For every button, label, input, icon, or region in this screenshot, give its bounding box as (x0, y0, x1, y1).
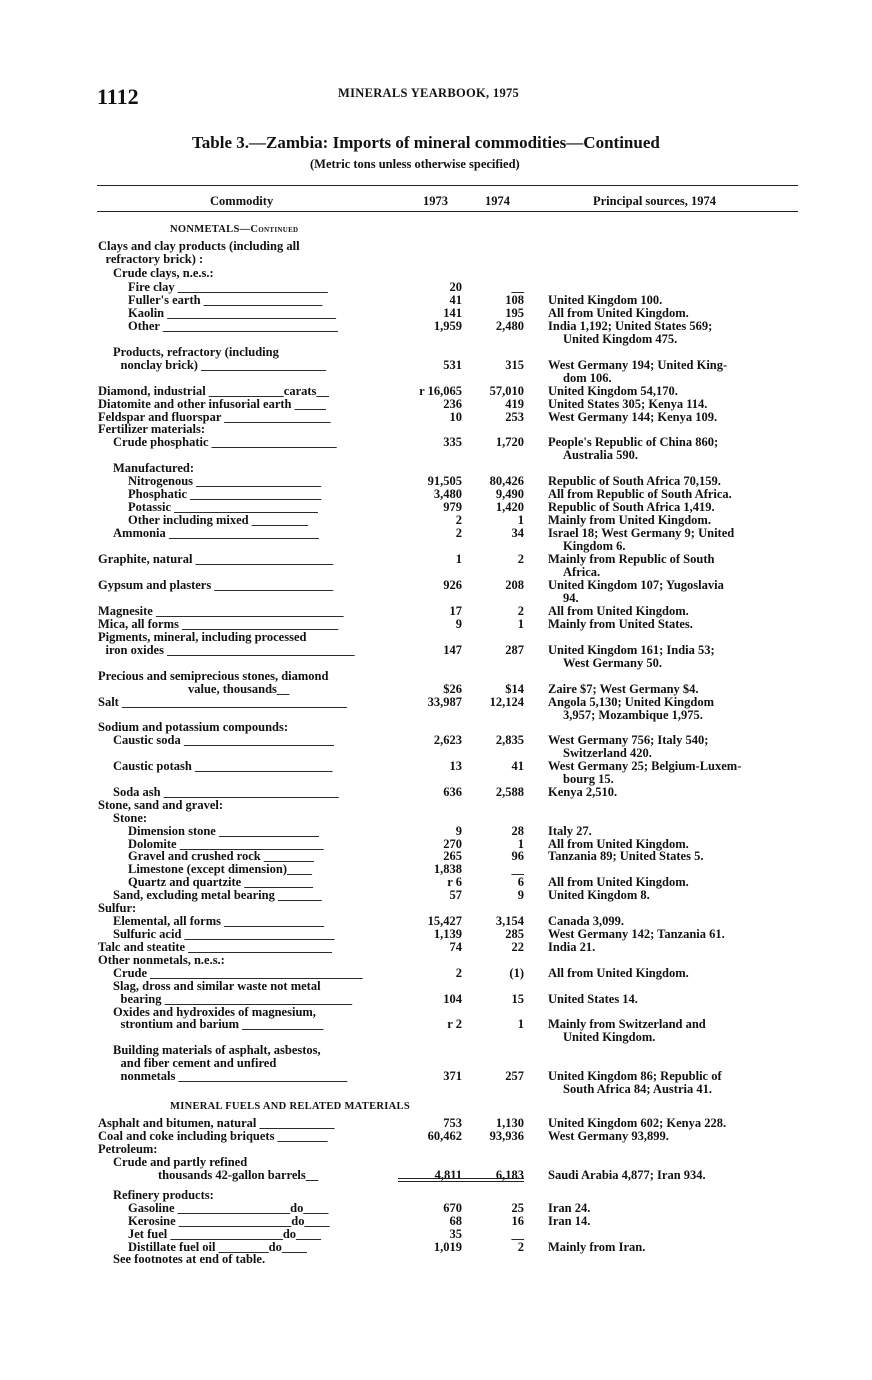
value-1973: 17 (449, 604, 462, 618)
principal-sources-cell: All from United Kingdom. (548, 875, 689, 889)
commodity-cell: Oxides and hydroxides of magnesium, (113, 1005, 316, 1019)
principal-sources-cell: Tanzania 89; United States 5. (548, 849, 704, 863)
principal-sources-cell: 94. (563, 591, 579, 605)
value-1974: 1,720 (495, 435, 524, 449)
commodity-cell: Graphite, natural ______________________ (98, 552, 334, 566)
principal-sources-cell: West Germany 142; Tanzania 61. (548, 927, 725, 941)
commodity-cell: and fiber cement and unfired (120, 1056, 277, 1070)
commodity-cell: Products, refractory (including (113, 345, 279, 359)
commodity-cell: Petroleum: (98, 1142, 158, 1156)
value-1974: 15 (511, 992, 524, 1006)
commodity-cell: Mica, all forms _________________________ (98, 617, 339, 631)
commodity-cell: Elemental, all forms ________________ (113, 914, 325, 928)
value-1973: 74 (449, 940, 462, 954)
commodity-cell: Other including mixed _________ (128, 513, 308, 527)
commodity-cell: Sulfuric acid ________________________ (113, 927, 335, 941)
commodity-cell: Gasoline __________________do____ (128, 1201, 329, 1215)
commodity-cell: Diatomite and other infusorial earth _____ (98, 397, 326, 411)
value-1973: 2 (455, 526, 462, 540)
commodity-cell: Asphalt and bitumen, natural ____________ (98, 1116, 335, 1130)
commodity-cell: Clays and clay products (including all (98, 239, 300, 253)
commodity-cell: Potassic _______________________ (128, 500, 318, 514)
table-row (0, 527, 872, 540)
commodity-cell: Stone: (113, 811, 148, 825)
running-title: MINERALS YEARBOOK, 1975 (338, 86, 520, 100)
table-row (0, 223, 872, 236)
commodity-cell: Building materials of asphalt, asbestos, (113, 1043, 321, 1057)
value-1973: 2 (455, 513, 462, 527)
value-1973: 236 (443, 397, 462, 411)
commodity-cell: Other ____________________________ (128, 319, 338, 333)
principal-sources-cell: United States 305; Kenya 114. (548, 397, 708, 411)
value-1973: 147 (443, 643, 462, 657)
value-1974: 25 (511, 1201, 524, 1215)
value-1974: __ (511, 1227, 524, 1241)
principal-sources-cell: Canada 3,099. (548, 914, 625, 928)
value-1974: 28 (511, 824, 524, 838)
table-row (0, 1070, 872, 1083)
value-1974: __ (511, 280, 524, 294)
principal-sources-cell: West Germany 93,899. (548, 1129, 669, 1143)
value-1973: 33,987 (427, 695, 462, 709)
value-1974: 9 (517, 888, 524, 902)
value-1974: 16 (511, 1214, 524, 1228)
commodity-cell: Gravel and crushed rock ________ (128, 849, 314, 863)
principal-sources-cell: All from United Kingdom. (548, 604, 689, 618)
value-1973: 1,019 (433, 1240, 462, 1254)
principal-sources-cell: Angola 5,130; United Kingdom (548, 695, 714, 709)
value-1974: 1,420 (495, 500, 524, 514)
commodity-cell: Crude and partly refined (113, 1155, 248, 1169)
principal-sources-cell: dom 106. (563, 371, 612, 385)
principal-sources-cell: Kenya 2,510. (548, 785, 618, 799)
value-1974: (1) (509, 966, 524, 980)
value-1973: r 16,065 (419, 384, 462, 398)
header-commodity: Commodity (210, 194, 274, 208)
value-1974: 22 (511, 940, 524, 954)
commodity-cell: Talc and steatite _______________________ (98, 940, 332, 954)
value-1974: 195 (505, 306, 524, 320)
principal-sources-cell: Republic of South Africa 70,159. (548, 474, 721, 488)
principal-sources-cell: South Africa 84; Austria 41. (563, 1082, 712, 1096)
value-1974: 2,480 (495, 319, 524, 333)
header-top-rule (97, 185, 798, 186)
total-rule-upper (398, 1178, 524, 1179)
header-principal-sources: Principal sources, 1974 (593, 194, 717, 208)
value-1973: 371 (443, 1069, 462, 1083)
commodity-cell: Crude phosphatic ____________________ (113, 435, 337, 449)
header-1973: 1973 (423, 194, 448, 208)
header-bottom-rule (97, 211, 798, 212)
value-1973: r 6 (447, 875, 462, 889)
principal-sources-cell: West Germany 25; Belgium-Luxem- (548, 759, 742, 773)
commodity-cell: Fuller's earth ___________________ (128, 293, 323, 307)
principal-sources-cell: United Kingdom 161; India 53; (548, 643, 715, 657)
commodity-cell: Manufactured: (113, 461, 195, 475)
commodity-cell: refractory brick) : (105, 252, 204, 266)
commodity-cell: Slag, dross and similar waste not metal (113, 979, 321, 993)
value-1973: $26 (443, 682, 462, 696)
table-row (0, 760, 872, 773)
commodity-cell: Sand, excluding metal bearing _______ (113, 888, 322, 902)
commodity-cell: Stone, sand and gravel: (98, 798, 224, 812)
principal-sources-cell: West Germany 756; Italy 540; (548, 733, 709, 747)
value-1973: 57 (449, 888, 462, 902)
commodity-cell: Caustic soda ________________________ (113, 733, 334, 747)
value-1973: 104 (443, 992, 462, 1006)
principal-sources-cell: West Germany 194; United King- (548, 358, 728, 372)
value-1973: 41 (449, 293, 462, 307)
commodity-cell: Magnesite ______________________________ (98, 604, 344, 618)
value-1974: 6,183 (495, 1168, 524, 1182)
table-row (0, 553, 872, 566)
principal-sources-cell: Iran 14. (548, 1214, 591, 1228)
commodity-cell: Nitrogenous ____________________ (128, 474, 322, 488)
principal-sources-cell: United Kingdom 8. (548, 888, 650, 902)
commodity-cell: Coal and coke including briquets ________ (98, 1129, 328, 1143)
commodity-cell: Ammonia ________________________ (113, 526, 319, 540)
commodity-cell: thousands 42-gallon barrels__ (158, 1168, 319, 1182)
table-row (0, 696, 872, 709)
value-1974: 2,588 (495, 785, 524, 799)
value-1973: 926 (443, 578, 462, 592)
table-row (0, 1018, 872, 1031)
table-row (0, 359, 872, 372)
commodity-cell: nonmetals ___________________________ (120, 1069, 348, 1083)
value-1973: 60,462 (427, 1129, 462, 1143)
value-1974: 96 (511, 849, 524, 863)
commodity-cell: Sulfur: (98, 901, 137, 915)
principal-sources-cell: Saudi Arabia 4,877; Iran 934. (548, 1168, 706, 1182)
value-1973: 270 (443, 837, 462, 851)
value-1974: 419 (505, 397, 524, 411)
principal-sources-cell: United Kingdom. (563, 1030, 656, 1044)
commodity-cell: Salt ____________________________________ (98, 695, 347, 709)
principal-sources-cell: bourg 15. (563, 772, 614, 786)
value-1974: 3,154 (495, 914, 524, 928)
value-1974: 41 (511, 759, 524, 773)
value-1974: 2,835 (495, 733, 524, 747)
principal-sources-cell: Italy 27. (548, 824, 592, 838)
value-1974: 34 (511, 526, 524, 540)
principal-sources-cell: United Kingdom 107; Yugoslavia (548, 578, 724, 592)
commodity-cell: nonclay brick) ____________________ (120, 358, 327, 372)
value-1973: 20 (449, 280, 462, 294)
value-1974: 208 (505, 578, 524, 592)
commodity-cell: Refinery products: (113, 1188, 214, 1202)
principal-sources-cell: People's Republic of China 860; (548, 435, 719, 449)
value-1974: 285 (505, 927, 524, 941)
principal-sources-cell: Mainly from Switzerland and (548, 1017, 706, 1031)
table-row (0, 644, 872, 657)
value-1974: 93,936 (489, 1129, 524, 1143)
value-1974: 287 (505, 643, 524, 657)
principal-sources-cell: Iran 24. (548, 1201, 591, 1215)
value-1973: 531 (443, 358, 462, 372)
value-1973: 2,623 (433, 733, 462, 747)
commodity-cell: Crude clays, n.e.s.: (113, 266, 214, 280)
value-1974: 80,426 (489, 474, 524, 488)
value-1973: 1,959 (433, 319, 462, 333)
principal-sources-cell: Australia 590. (563, 448, 638, 462)
commodity-cell: Jet fuel __________________do____ (128, 1227, 322, 1241)
value-1973: 1,139 (433, 927, 462, 941)
value-1973: 91,505 (427, 474, 462, 488)
value-1974: 1 (517, 513, 524, 527)
value-1973: 68 (449, 1214, 462, 1228)
principal-sources-cell: 3,957; Mozambique 1,975. (563, 708, 703, 722)
commodity-cell: Pigments, mineral, including processed (98, 630, 307, 644)
commodity-cell: Precious and semiprecious stones, diamond (98, 669, 329, 683)
value-1973: 13 (449, 759, 462, 773)
commodity-cell: Limestone (except dimension)____ (128, 862, 313, 876)
value-1973: 35 (449, 1227, 462, 1241)
principal-sources-cell: United Kingdom 54,170. (548, 384, 678, 398)
commodity-cell: Quartz and quartzite ___________ (128, 875, 314, 889)
value-1973: 979 (443, 500, 462, 514)
table-row (0, 1100, 872, 1113)
table-row (0, 734, 872, 747)
value-1974: 1 (517, 837, 524, 851)
table-subtitle: (Metric tons unless otherwise specified) (310, 157, 520, 171)
value-1974: 108 (505, 293, 524, 307)
principal-sources-cell: All from Republic of South Africa. (548, 487, 732, 501)
principal-sources-cell: United Kingdom 602; Kenya 228. (548, 1116, 727, 1130)
value-1973: 9 (455, 617, 462, 631)
principal-sources-cell: United States 14. (548, 992, 638, 1006)
principal-sources-cell: All from United Kingdom. (548, 306, 689, 320)
principal-sources-cell: India 21. (548, 940, 596, 954)
commodity-cell: Distillate fuel oil ________do____ (128, 1240, 307, 1254)
commodity-cell: Feldspar and fluorspar _________________ (98, 410, 331, 424)
table-row (0, 579, 872, 592)
value-1974: 12,124 (489, 695, 524, 709)
principal-sources-cell: India 1,192; United States 569; (548, 319, 713, 333)
commodity-cell: Fire clay ________________________ (128, 280, 328, 294)
value-1973: 670 (443, 1201, 462, 1215)
principal-sources-cell: Israel 18; West Germany 9; United (548, 526, 735, 540)
principal-sources-cell: Mainly from Republic of South (548, 552, 715, 566)
value-1974: 1 (517, 1017, 524, 1031)
value-1974: 2 (517, 552, 524, 566)
footnote-reference: See footnotes at end of table. (113, 1252, 266, 1266)
principal-sources-cell: Mainly from Iran. (548, 1240, 646, 1254)
value-1974: 1,130 (495, 1116, 524, 1130)
commodity-cell: iron oxides ______________________________ (105, 643, 355, 657)
principal-sources-cell: West Germany 50. (563, 656, 662, 670)
value-1973: 753 (443, 1116, 462, 1130)
principal-sources-cell: Zaire $7; West Germany $4. (548, 682, 699, 696)
principal-sources-cell: United Kingdom 100. (548, 293, 663, 307)
commodity-cell: Kaolin ___________________________ (128, 306, 336, 320)
value-1973: 1 (455, 552, 462, 566)
principal-sources-cell: All from United Kingdom. (548, 837, 689, 851)
principal-sources-cell: Republic of South Africa 1,419. (548, 500, 715, 514)
commodity-cell: Dolomite _______________________ (128, 837, 324, 851)
value-1973: 141 (443, 306, 462, 320)
section-heading: NONMETALS—Continued (170, 224, 299, 235)
value-1973: 3,480 (433, 487, 462, 501)
value-1973: 335 (443, 435, 462, 449)
header-1974: 1974 (485, 194, 510, 208)
table-title: Table 3.—Zambia: Imports of mineral commodities—Continued (192, 133, 660, 152)
commodity-cell: Gypsum and plasters ___________________ (98, 578, 334, 592)
value-1973: 10 (449, 410, 462, 424)
principal-sources-cell: United Kingdom 475. (563, 332, 678, 346)
value-1973: 1,838 (433, 862, 462, 876)
value-1973: 636 (443, 785, 462, 799)
value-1974: 9,490 (495, 487, 524, 501)
commodity-cell: Kerosine __________________do____ (128, 1214, 330, 1228)
commodity-cell: Sodium and potassium compounds: (98, 720, 288, 734)
value-1973: 2 (455, 966, 462, 980)
value-1974: 2 (517, 1240, 524, 1254)
commodity-cell: Crude __________________________________ (113, 966, 363, 980)
commodity-cell: Diamond, industrial ____________carats__ (98, 384, 329, 398)
section-heading: MINERAL FUELS AND RELATED MATERIALS (170, 1101, 410, 1112)
value-1973: 15,427 (427, 914, 462, 928)
value-1973: 9 (455, 824, 462, 838)
value-1974: $14 (505, 682, 524, 696)
commodity-cell: bearing ______________________________ (120, 992, 353, 1006)
principal-sources-cell: Africa. (563, 565, 601, 579)
commodity-cell: Phosphatic _____________________ (128, 487, 322, 501)
value-1973: 4,811 (434, 1168, 462, 1182)
table-row (0, 320, 872, 333)
table-row (0, 670, 872, 683)
value-1974: 257 (505, 1069, 524, 1083)
principal-sources-cell: All from United Kingdom. (548, 966, 689, 980)
total-rule-lower (398, 1181, 524, 1182)
commodity-cell: Dimension stone ________________ (128, 824, 319, 838)
table-row (0, 267, 872, 280)
commodity-cell: value, thousands__ (188, 682, 290, 696)
value-1974: 1 (517, 617, 524, 631)
value-1974: 2 (517, 604, 524, 618)
principal-sources-cell: Mainly from United Kingdom. (548, 513, 711, 527)
commodity-cell: strontium and barium _____________ (120, 1017, 324, 1031)
commodity-cell: Caustic potash ______________________ (113, 759, 333, 773)
value-1974: 253 (505, 410, 524, 424)
table-row (0, 1083, 872, 1096)
principal-sources-cell: United Kingdom 86; Republic of (548, 1069, 722, 1083)
principal-sources-cell: West Germany 144; Kenya 109. (548, 410, 718, 424)
principal-sources-cell: Mainly from United States. (548, 617, 693, 631)
table-row (0, 253, 872, 266)
value-1973: 265 (443, 849, 462, 863)
principal-sources-cell: Switzerland 420. (563, 746, 652, 760)
value-1974: __ (511, 862, 524, 876)
commodity-cell: Soda ash ____________________________ (113, 785, 339, 799)
commodity-cell: Fertilizer materials: (98, 422, 206, 436)
table-row (0, 436, 872, 449)
value-1974: 315 (505, 358, 524, 372)
value-1974: 6 (517, 875, 524, 889)
page-number: 1112 (97, 84, 139, 109)
value-1973: r 2 (447, 1017, 462, 1031)
principal-sources-cell: Kingdom 6. (563, 539, 626, 553)
commodity-cell: Other nonmetals, n.e.s.: (98, 953, 225, 967)
value-1974: 57,010 (489, 384, 524, 398)
